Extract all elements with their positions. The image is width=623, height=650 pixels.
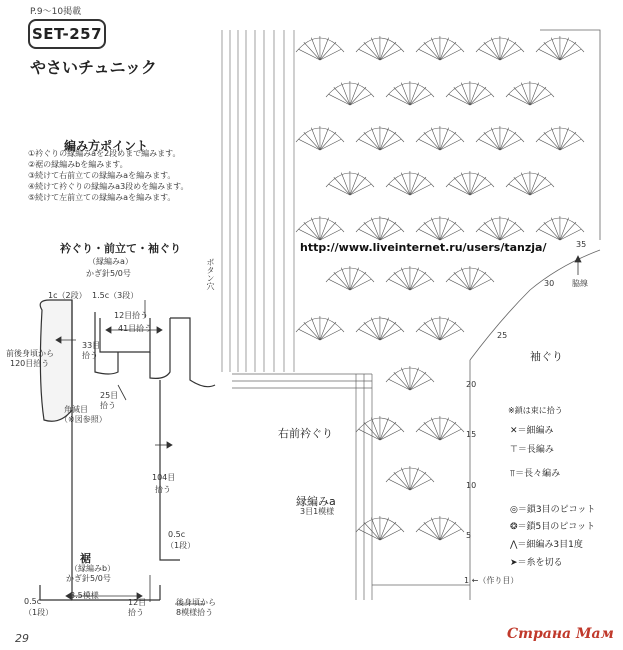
- fan-stitch: [470, 279, 491, 290]
- fan-stitch: [440, 218, 449, 240]
- fan-stitch: [440, 139, 461, 150]
- fan-stitch: [560, 38, 569, 60]
- row-25: 25: [497, 331, 508, 340]
- fan-stitch: [530, 87, 546, 105]
- fan-stitch: [350, 94, 371, 105]
- fan-stitch: [560, 42, 576, 60]
- fan-stitch: [394, 87, 410, 105]
- fan-stitch: [431, 418, 440, 440]
- fan-stitch: [359, 429, 381, 440]
- label-12-bottom: 12目: [128, 598, 147, 607]
- legend-item-sc: ✕＝細編み: [510, 426, 554, 436]
- label-right-collar: 右前衿ぐり: [278, 427, 333, 440]
- fan-stitch: [539, 139, 561, 150]
- sc-symbol-icon: ✕: [510, 426, 518, 436]
- fan-stitch: [380, 218, 389, 240]
- fan-stitch: [419, 529, 441, 540]
- fan-stitch: [304, 222, 320, 240]
- fan-stitch: [539, 229, 561, 240]
- fan-stitch: [424, 222, 440, 240]
- suso-sub-2: かぎ針5/0号: [66, 574, 111, 583]
- fan-stitch: [431, 128, 440, 150]
- fan-stitch: [500, 132, 516, 150]
- fan-stitch: [329, 94, 351, 105]
- points-heading: 編み方ポイント: [60, 137, 152, 154]
- fan-stitch: [380, 139, 401, 150]
- fan-stitch: [484, 42, 500, 60]
- fan-stitch: [500, 222, 516, 240]
- fan-stitch: [424, 422, 440, 440]
- fan-stitch: [364, 222, 380, 240]
- fan-stitch: [419, 139, 441, 150]
- fan-stitch: [560, 229, 581, 240]
- fan-stitch: [311, 218, 320, 240]
- fan-stitch: [470, 272, 486, 290]
- row-30: 30: [544, 279, 555, 288]
- label-0-5c-b: （1段）: [166, 541, 196, 550]
- fan-stitch: [341, 268, 350, 290]
- page-reference: P.9～10掲載: [30, 7, 82, 17]
- fan-stitch: [410, 272, 426, 290]
- fan-stitch: [431, 38, 440, 60]
- legend-item-sc3tog: ⋀＝細編み3目1度: [510, 540, 583, 550]
- label-back-2: 8模様拾う: [176, 608, 214, 617]
- label-12-top: 12目拾う: [114, 311, 149, 320]
- fan-stitch: [410, 83, 419, 105]
- fan-stitch: [440, 329, 461, 340]
- schematic-subheading: （縁編みa）: [88, 257, 133, 266]
- fan-stitch: [454, 272, 470, 290]
- fan-stitch: [380, 418, 389, 440]
- fan-stitch: [380, 318, 389, 340]
- fan-stitch: [371, 218, 380, 240]
- fan-stitch: [410, 368, 419, 390]
- fan-stitch: [359, 529, 381, 540]
- fan-stitch: [394, 472, 410, 490]
- suso-title: 裾: [80, 552, 91, 565]
- fan-stitch: [350, 272, 366, 290]
- fan-stitch: [320, 318, 329, 340]
- fan-stitch: [410, 479, 431, 490]
- fan-stitch: [380, 132, 396, 150]
- label-1c: 1c（2段）: [48, 291, 87, 300]
- fan-stitch: [530, 94, 551, 105]
- set-code-badge: SET-257: [28, 19, 106, 49]
- label-25b: 拾う: [100, 401, 116, 410]
- fan-stitch: [380, 518, 389, 540]
- fan-stitch: [320, 322, 336, 340]
- row-20: 20: [466, 380, 477, 389]
- fan-stitch: [470, 94, 491, 105]
- fan-stitch: [500, 218, 509, 240]
- fan-stitch: [560, 139, 581, 150]
- fan-stitch: [410, 379, 431, 390]
- fan-stitch: [530, 184, 551, 195]
- label-buttonhole: ボタン穴: [206, 258, 215, 290]
- label-edge-a-sub: 3目1模様: [300, 507, 335, 516]
- fan-stitch: [470, 173, 479, 195]
- label-side: 脇線: [572, 279, 588, 288]
- label-33: 33目: [82, 341, 101, 350]
- fan-stitch: [334, 177, 350, 195]
- fan-stitch: [424, 42, 440, 60]
- fan-stitch: [449, 184, 471, 195]
- row-10: 10: [466, 481, 477, 490]
- fan-stitch: [304, 132, 320, 150]
- fan-stitch: [470, 83, 479, 105]
- fan-stitch: [341, 173, 350, 195]
- fan-stitch: [334, 87, 350, 105]
- fan-stitch: [320, 38, 329, 60]
- fan-stitch: [449, 94, 471, 105]
- fan-stitch: [440, 49, 461, 60]
- label-front-back-2: 120目拾う: [10, 359, 50, 368]
- point-item: ①衿ぐりの縁編みaを2段めまで編みます。: [28, 149, 181, 158]
- fan-stitch: [500, 49, 521, 60]
- fan-stitch: [350, 268, 359, 290]
- fan-stitch: [371, 518, 380, 540]
- dc-symbol-icon: ⊤: [510, 445, 518, 455]
- fan-stitch: [371, 38, 380, 60]
- label-back-1: 後身頃から: [176, 598, 216, 607]
- point-item: ④続けて衿ぐりの縁編みa3段めを編みます。: [28, 182, 189, 191]
- fan-stitch: [410, 372, 426, 390]
- legend-item-dc: ⊤＝長編み: [510, 445, 554, 455]
- fan-stitch: [410, 173, 419, 195]
- fan-stitch: [311, 128, 320, 150]
- fan-stitch: [551, 38, 560, 60]
- fan-stitch: [401, 173, 410, 195]
- fan-stitch: [311, 318, 320, 340]
- fan-stitch: [389, 379, 411, 390]
- fan-stitch: [380, 222, 396, 240]
- fan-stitch: [424, 132, 440, 150]
- label-pickup: 1 ←（作り目）: [464, 576, 519, 585]
- fan-stitch: [424, 322, 440, 340]
- fan-stitch: [299, 229, 321, 240]
- label-armhole: 袖ぐり: [530, 350, 563, 363]
- fan-stitch: [299, 329, 321, 340]
- fan-stitch: [470, 268, 479, 290]
- fan-stitch: [380, 522, 396, 540]
- fan-stitch: [329, 279, 351, 290]
- fan-stitch: [350, 184, 371, 195]
- fan-stitch: [364, 42, 380, 60]
- fan-stitch: [440, 128, 449, 150]
- fan-stitch: [359, 229, 381, 240]
- fan-stitch: [440, 429, 461, 440]
- fan-stitch: [371, 128, 380, 150]
- fan-stitch: [521, 83, 530, 105]
- fan-stitch: [320, 132, 336, 150]
- label-front-back-1: 前後身頃から: [6, 349, 54, 358]
- fan-stitch: [389, 94, 411, 105]
- cut-yarn-icon: ➤: [510, 558, 518, 568]
- fan-stitch: [410, 94, 431, 105]
- fan-stitch: [320, 42, 336, 60]
- fan-stitch: [320, 229, 341, 240]
- label-1-5c: 1.5c（3段）: [92, 291, 139, 300]
- row-5: 5: [466, 531, 472, 540]
- fan-stitch: [359, 329, 381, 340]
- fan-stitch: [440, 132, 456, 150]
- fan-stitch: [470, 177, 486, 195]
- fan-stitch: [470, 87, 486, 105]
- fan-stitch: [440, 318, 449, 340]
- fan-stitch: [359, 139, 381, 150]
- fan-stitch: [320, 128, 329, 150]
- fan-stitch: [530, 83, 539, 105]
- fan-stitch: [304, 322, 320, 340]
- fan-stitch: [311, 38, 320, 60]
- fan-stitch: [299, 139, 321, 150]
- fan-stitch: [424, 522, 440, 540]
- fan-stitch: [544, 42, 560, 60]
- fan-stitch: [454, 177, 470, 195]
- label-41: 41目拾う: [118, 324, 153, 333]
- fan-stitch: [329, 184, 351, 195]
- label-kaku-1: 角減目: [64, 405, 88, 414]
- fan-stitch: [454, 87, 470, 105]
- fan-stitch: [500, 42, 516, 60]
- picot5-icon: ❂: [510, 522, 518, 532]
- fan-stitch: [341, 83, 350, 105]
- fan-stitch: [401, 268, 410, 290]
- fan-stitch: [461, 268, 470, 290]
- fan-stitch: [491, 218, 500, 240]
- row-15: 15: [466, 430, 477, 439]
- fan-stitch: [299, 49, 321, 60]
- fan-stitch: [401, 83, 410, 105]
- fan-stitch: [380, 38, 389, 60]
- fan-stitch: [560, 132, 576, 150]
- fan-stitch: [560, 128, 569, 150]
- legend-item-tr: ⫪＝長々編み: [510, 469, 561, 479]
- fan-stitch: [500, 128, 509, 150]
- suso-sub-1: （縁編みb）: [70, 564, 116, 573]
- fan-stitch: [380, 322, 396, 340]
- fan-stitch: [389, 279, 411, 290]
- sc3tog-icon: ⋀: [510, 540, 518, 550]
- label-3-5: 3.5模様: [70, 591, 99, 600]
- fan-stitch: [350, 177, 366, 195]
- fan-stitch: [320, 139, 341, 150]
- fan-stitch: [389, 184, 411, 195]
- fan-stitch: [394, 177, 410, 195]
- fan-stitch: [449, 279, 471, 290]
- fan-stitch: [350, 87, 366, 105]
- fan-stitch: [389, 479, 411, 490]
- fan-stitch: [350, 173, 359, 195]
- label-12-bottom-b: 拾う: [128, 608, 144, 617]
- fan-stitch: [440, 229, 461, 240]
- fan-stitch: [304, 42, 320, 60]
- label-kaku-2: （※図参照）: [60, 415, 107, 424]
- fan-stitch: [440, 422, 456, 440]
- fan-stitch: [380, 529, 401, 540]
- fan-stitch: [380, 42, 396, 60]
- fan-stitch: [500, 229, 521, 240]
- fan-stitch: [491, 38, 500, 60]
- fan-stitch: [410, 177, 426, 195]
- fan-stitch: [410, 279, 431, 290]
- fan-stitch: [440, 418, 449, 440]
- point-item: ⑤続けて左前立ての縁編みaを編みます。: [28, 193, 176, 202]
- tr-symbol-icon: ⫪: [510, 469, 516, 479]
- source-url: http://www.liveinternet.ru/users/tanzja/: [300, 241, 547, 254]
- label-25: 25目: [100, 391, 119, 400]
- fan-stitch: [560, 222, 576, 240]
- label-edge-a: 縁編みa: [296, 495, 336, 508]
- picot3-icon: ◎: [510, 505, 518, 515]
- fan-stitch: [410, 472, 426, 490]
- row-35: 35: [576, 240, 587, 249]
- points-list: [28, 148, 200, 216]
- schematic-hook: かぎ針5/0号: [86, 269, 131, 278]
- fan-stitch: [350, 279, 371, 290]
- legend-note: ※鎖は束に拾う: [508, 406, 563, 415]
- fan-stitch: [479, 229, 501, 240]
- fan-stitch: [440, 222, 456, 240]
- fan-stitch: [544, 222, 560, 240]
- fan-stitch: [419, 49, 441, 60]
- fan-stitch: [350, 83, 359, 105]
- label-0-5c-left-b: （1段）: [24, 608, 54, 617]
- fan-stitch: [560, 49, 581, 60]
- fan-stitch: [440, 518, 449, 540]
- label-33b: 拾う: [82, 351, 98, 360]
- fan-stitch: [380, 49, 401, 60]
- fan-stitch: [380, 329, 401, 340]
- fan-stitch: [461, 83, 470, 105]
- point-item: ③続けて右前立ての縁編みaを編みます。: [28, 171, 176, 180]
- fan-stitch: [371, 418, 380, 440]
- fan-stitch: [484, 222, 500, 240]
- fan-stitch: [521, 173, 530, 195]
- fan-stitch: [410, 184, 431, 195]
- point-item: ②裾の縁編みbを編みます。: [28, 160, 128, 169]
- fan-stitch: [461, 173, 470, 195]
- fan-stitch: [539, 49, 561, 60]
- label-104b: 拾う: [155, 485, 171, 494]
- fan-stitch: [410, 468, 419, 490]
- fan-stitch: [320, 222, 336, 240]
- fan-stitch: [514, 87, 530, 105]
- watermark-logo: Страна Мам: [507, 626, 614, 642]
- fan-stitch: [419, 429, 441, 440]
- fan-stitch: [401, 368, 410, 390]
- fan-stitch: [514, 177, 530, 195]
- fan-stitch: [394, 272, 410, 290]
- fan-stitch: [380, 229, 401, 240]
- fan-stitch: [530, 177, 546, 195]
- fan-stitch: [401, 468, 410, 490]
- fan-stitch: [509, 184, 531, 195]
- fan-stitch: [394, 372, 410, 390]
- fan-stitch: [320, 49, 341, 60]
- label-0-5c: 0.5c: [168, 530, 186, 539]
- fan-stitch: [500, 139, 521, 150]
- fan-stitch: [440, 322, 456, 340]
- label-0-5c-left: 0.5c: [24, 597, 42, 606]
- fan-stitch: [560, 218, 569, 240]
- fan-stitch: [470, 184, 491, 195]
- schematic-heading: 衿ぐり・前立て・袖ぐり: [60, 242, 181, 255]
- fan-stitch: [320, 329, 341, 340]
- pattern-title: やさいチュニック: [30, 58, 157, 77]
- fan-stitch: [440, 529, 461, 540]
- fan-stitch: [479, 139, 501, 150]
- fan-stitch: [380, 422, 396, 440]
- fan-stitch: [551, 218, 560, 240]
- fan-stitch: [320, 218, 329, 240]
- fan-stitch: [479, 49, 501, 60]
- fan-stitch: [484, 132, 500, 150]
- fan-stitch: [440, 42, 456, 60]
- fan-stitch: [419, 229, 441, 240]
- page-number: 29: [15, 632, 29, 645]
- legend-item-picot3: ◎＝鎖3目のピコット: [510, 505, 596, 515]
- fan-stitch: [551, 128, 560, 150]
- fan-stitch: [371, 318, 380, 340]
- fan-stitch: [431, 318, 440, 340]
- fan-stitch: [334, 272, 350, 290]
- fan-stitch: [440, 38, 449, 60]
- legend-item-cut: ➤＝糸を切る: [510, 558, 563, 568]
- fan-stitch: [544, 132, 560, 150]
- fan-stitch: [500, 38, 509, 60]
- fan-stitch: [431, 518, 440, 540]
- fan-stitch: [440, 522, 456, 540]
- legend-item-picot5: ❂＝鎖5目のピコット: [510, 522, 596, 532]
- fan-stitch: [380, 128, 389, 150]
- fan-stitch: [410, 87, 426, 105]
- fan-stitch: [359, 49, 381, 60]
- fan-stitch: [410, 268, 419, 290]
- fan-stitch: [530, 173, 539, 195]
- fan-stitch: [364, 322, 380, 340]
- fan-stitch: [509, 94, 531, 105]
- fan-stitch: [380, 429, 401, 440]
- fan-stitch: [491, 128, 500, 150]
- fan-stitch: [419, 329, 441, 340]
- fan-stitch: [431, 218, 440, 240]
- label-104: 104目: [152, 473, 176, 482]
- fan-stitch: [364, 132, 380, 150]
